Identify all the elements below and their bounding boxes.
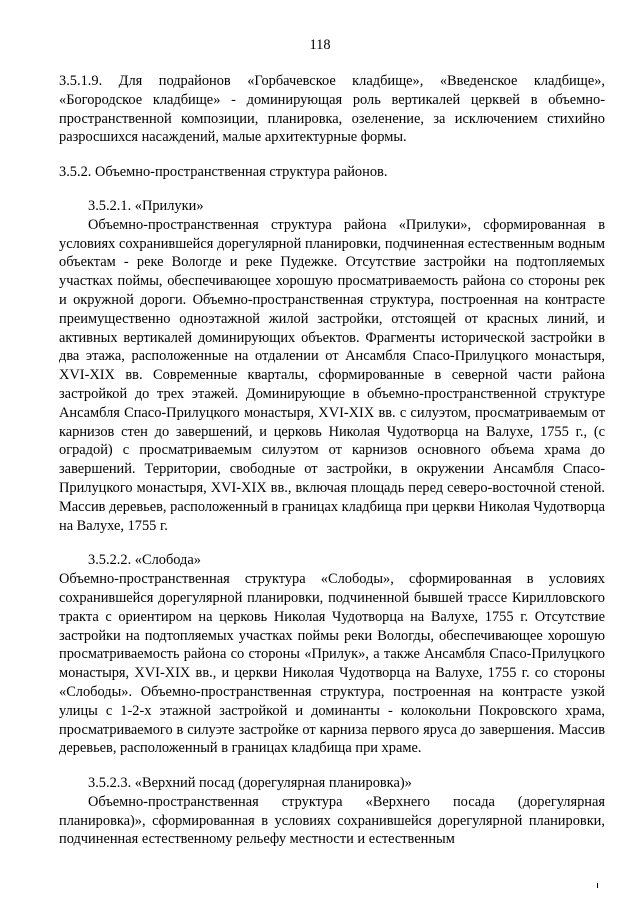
heading-3-5-2-1: 3.5.2.1. «Прилуки» xyxy=(88,197,204,214)
paragraph-3-5-1-9: 3.5.1.9. Для подрайонов «Горбачевское кладбище», «Введенское кладбище», «Богородское кладбище» - доминирующая роль вертикалей церквей в объемно-пространственной композиции, планировка, озеленение, за исключением стихийно разросшихся насаждений, малые архитектурные формы. xyxy=(59,73,605,146)
scan-mark xyxy=(597,883,598,888)
heading-3-5-2: 3.5.2. Объемно-пространственная структура районов. xyxy=(59,164,388,181)
heading-3-5-2-2: 3.5.2.2. «Слобода» xyxy=(88,552,201,569)
document-body xyxy=(59,72,605,849)
page-number: 118 xyxy=(309,37,331,53)
heading-3-5-2-3: 3.5.2.3. «Верхний посад (дорегулярная планировка)» xyxy=(88,775,412,792)
paragraph-3-5-2-3: Объемно-пространственная структура «Верхнего посада (дорегулярная планировка)», сформированная в условиях сохранившейся дорегулярной планировки, подчиненная естественному рельефу местности и естественным xyxy=(59,793,605,848)
paragraph-3-5-2-1: Объемно-пространственная структура района «Прилуки», сформированная в условиях сохранившейся дорегулярной планировки, подчиненная естественным водным объектам - реке Вологде и реке Пудежке. Отсутствие застройки на подтопляемых участках поймы, обеспечивающее хорошую просматриваемость района со стороны рек и окружной дороги. Объемно-пространственная структура, построенная на контрасте преимущественно одноэтажной жилой застройки, отстоящей от красных линий, и активных вертикалей доминирующих объектов. Фрагменты исторической застройки в два этажа, расположенные на отдалении от Ансамбля Спасо-Прилуцкого монастыря, XVI-XIX вв. Современные кварталы, сформированные в северной части района застройкой до трех этажей. Доминирующие в объемно-пространственной структуре Ансамбля Спасо-Прилуцкого монастыря, XVI-XIX вв. с силуэтом, просматриваемым от карнизов стен до завершений, и церковь Николая Чудотворца на Валухе, 1755 г., (с оградой) с просматриваемым силуэтом от карнизов основного объема храма до завершений. Территории, свободные от застройки, в окружении Ансамбля Спасо-Прилуцкого монастыря, XVI-XIX вв., включая площадь перед северо-восточной стеной. Массив деревьев, расположенный в границах кладбища при церкви Николая Чудотворца на Валухе, 1755 г. xyxy=(59,216,605,534)
paragraph-3-5-2-2: Объемно-пространственная структура «Слободы», сформированная в условиях сохранившейся дорегулярной планировки, подчиненной бывшей трассе Кирилловского тракта с ориентиром на церковь Николая Чудотворца на Валухе, 1755 г. Отсутствие застройки на подтопляемых участках поймы реки Вологды, обеспечивающее хорошую просматриваемость района со стороны «Прилук», а также Ансамбля Спасо-Прилуцкого монастыря, XVI-XIX вв., и церкви Николая Чудотворца на Валухе, 1755 г. со стороны «Слободы». Объемно-пространственная структура, построенная на контрасте узкой улицы с 1-2-х этажной застройкой и доминанты - колокольни Покровского храма, просматриваемого в силуэте застройке от карниза первого яруса до завершения. Массив деревьев, расположенный в границах кладбища при храме. xyxy=(59,571,605,757)
